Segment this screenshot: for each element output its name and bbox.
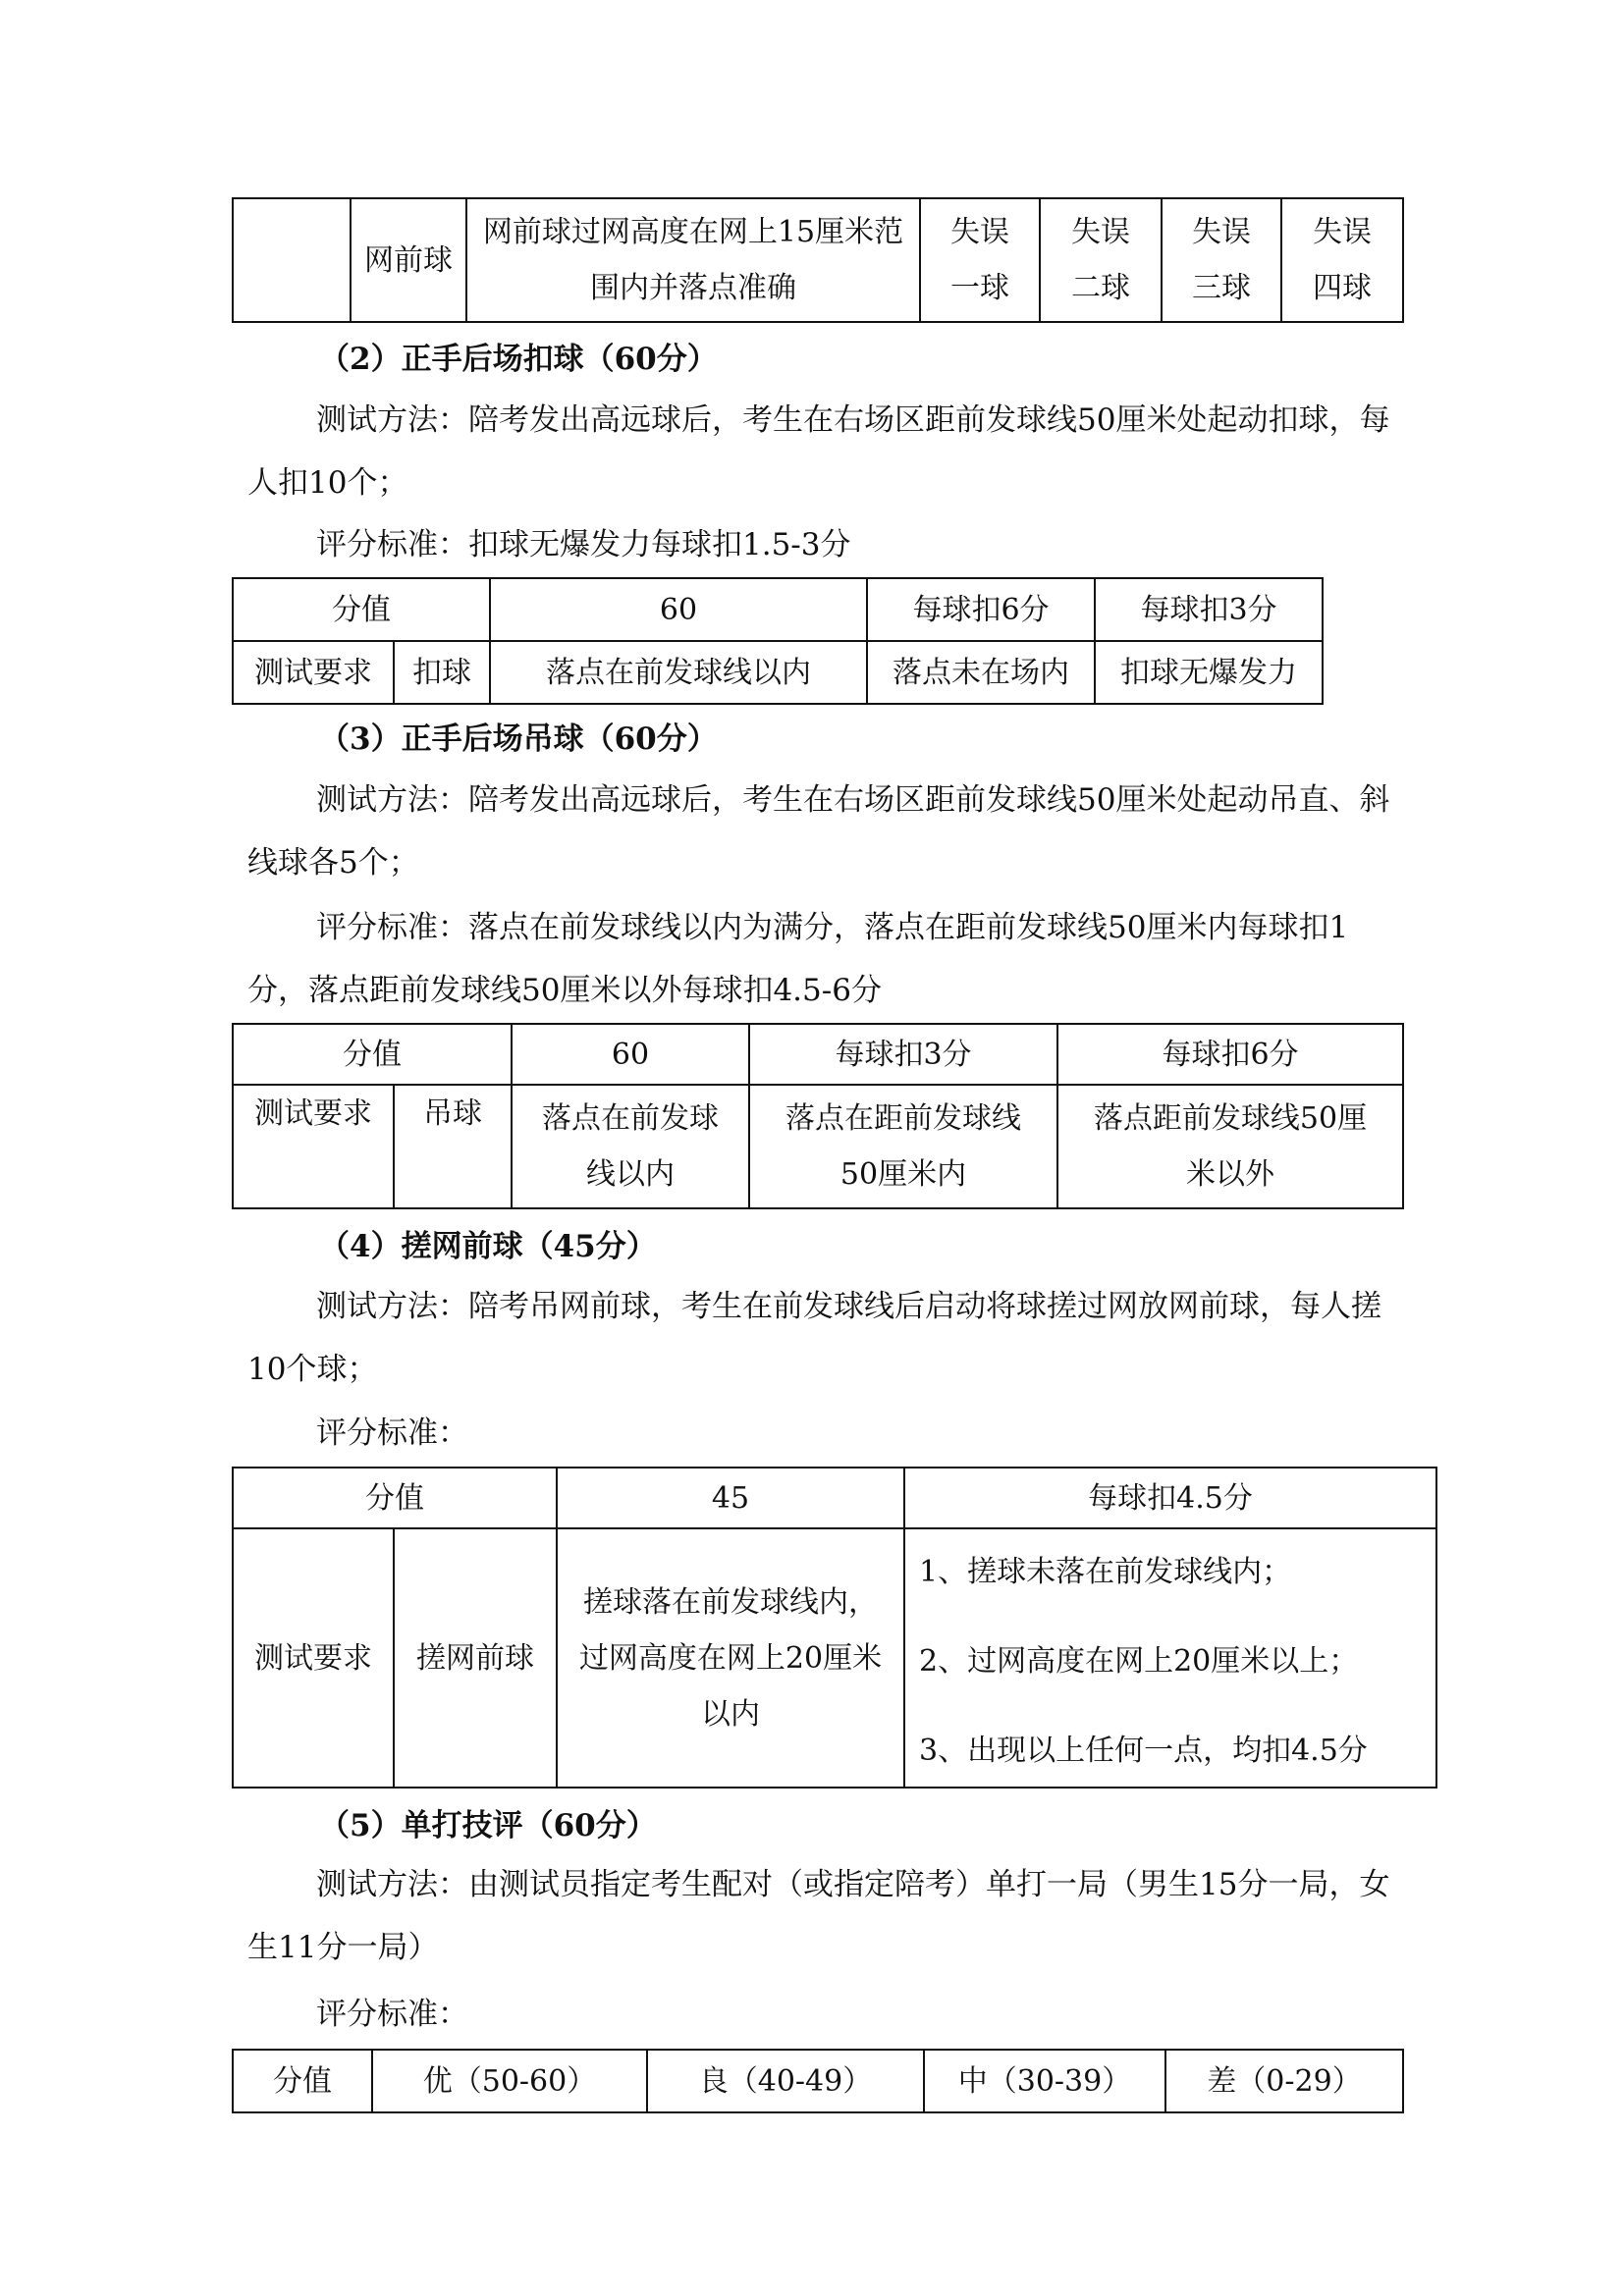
table-cell-full-score: 45 bbox=[557, 1468, 904, 1528]
section-5-title: （5）单打技评（60分） bbox=[319, 1808, 657, 1843]
table-cell-grade-poor: 差（0-29） bbox=[1165, 2050, 1403, 2112]
table-smash bbox=[232, 577, 1324, 705]
table-cell-deduct: 每球扣4.5分 bbox=[904, 1468, 1436, 1528]
table-cell-grade-good: 良（40-49） bbox=[647, 2050, 924, 2112]
section-2-method: 测试方法：陪考发出高远球后，考生在右场区距前发球线50厘米处起动扣球，每人扣10个； bbox=[247, 402, 1390, 501]
table-cell-grade-excellent: 优（50-60） bbox=[372, 2050, 647, 2112]
section-4-method: 测试方法：陪考吊网前球，考生在前发球线后启动将球搓过网放网前球，每人搓10个球； bbox=[247, 1289, 1381, 1387]
table-cell-req-label: 测试要求 bbox=[233, 1085, 394, 1208]
table-cell-full-score: 60 bbox=[490, 578, 867, 641]
table-cell-deduct-list bbox=[904, 1528, 1436, 1788]
table-cell-score-label: 分值 bbox=[233, 578, 490, 641]
section-5-standard: 评分标准： bbox=[316, 1997, 468, 2032]
section-4-standard: 评分标准： bbox=[316, 1415, 468, 1451]
table-net-shot-continuation bbox=[232, 197, 1404, 323]
table-cell-miss-2: 失误二球 bbox=[1040, 198, 1162, 322]
table-cell-miss-3: 失误三球 bbox=[1162, 198, 1281, 322]
table-cell-requirement: 网前球过网高度在网上15厘米范围内并落点准确 bbox=[466, 198, 920, 322]
table-cell-deduct-6: 每球扣6分 bbox=[867, 578, 1095, 641]
section-4-title: （4）搓网前球（45分） bbox=[319, 1229, 657, 1264]
table-cell-r3: 落点距前发球线50厘米以外 bbox=[1057, 1085, 1403, 1208]
table-cell-score-label: 分值 bbox=[233, 1024, 512, 1085]
table-net-push bbox=[232, 1467, 1437, 1789]
table-cell-req-label: 测试要求 bbox=[233, 641, 394, 704]
deduct-item-3: 3、出现以上任何一点，均扣4.5分 bbox=[919, 1733, 1368, 1768]
table-cell-full-score: 60 bbox=[512, 1024, 749, 1085]
table-cell-item: 扣球 bbox=[394, 641, 490, 704]
section-3-standard: 评分标准：落点在前发球线以内为满分，落点在距前发球线50厘米内每球扣1分，落点距前发球线50厘米以外每球扣4.5-6分 bbox=[247, 910, 1349, 1008]
table-cell-miss-1: 失误一球 bbox=[920, 198, 1040, 322]
table-cell-score-label: 分值 bbox=[233, 1468, 557, 1528]
section-2-standard: 评分标准：扣球无爆发力每球扣1.5-3分 bbox=[316, 527, 851, 562]
table-drop-shot bbox=[232, 1023, 1404, 1209]
table-cell-deduct-3: 每球扣3分 bbox=[1095, 578, 1323, 641]
table-cell-item: 吊球 bbox=[394, 1085, 512, 1208]
deduct-item-2: 2、过网高度在网上20厘米以上； bbox=[919, 1643, 1359, 1679]
table-cell-score-label: 分值 bbox=[233, 2050, 372, 2112]
section-3-method: 测试方法：陪考发出高远球后，考生在右场区距前发球线50厘米处起动吊直、斜线球各5个； bbox=[247, 782, 1390, 881]
table-cell-grade-average: 中（30-39） bbox=[924, 2050, 1165, 2112]
table-cell-item: 搓网前球 bbox=[394, 1528, 557, 1788]
table-cell-r2: 落点在距前发球线50厘米内 bbox=[749, 1085, 1057, 1208]
section-2-title: （2）正手后场扣球（60分） bbox=[319, 342, 718, 377]
deduct-item-1: 1、搓球未落在前发球线内； bbox=[919, 1554, 1292, 1589]
table-cell-req-label: 测试要求 bbox=[233, 1528, 394, 1788]
table-cell-deduct-6: 每球扣6分 bbox=[1057, 1024, 1403, 1085]
table-cell-item: 网前球 bbox=[351, 198, 466, 322]
table-cell-r1: 落点在前发球线以内 bbox=[512, 1085, 749, 1208]
table-cell-deduct-3: 每球扣3分 bbox=[749, 1024, 1057, 1085]
table-cell-r3: 扣球无爆发力 bbox=[1095, 641, 1323, 704]
table-cell-r1: 搓球落在前发球线内，过网高度在网上20厘米以内 bbox=[557, 1528, 904, 1788]
table-singles-evaluation bbox=[232, 2049, 1404, 2113]
section-3-title: （3）正手后场吊球（60分） bbox=[319, 721, 718, 757]
table-cell-r1: 落点在前发球线以内 bbox=[490, 641, 867, 704]
table-cell-miss-4: 失误四球 bbox=[1281, 198, 1403, 322]
table-cell-r2: 落点未在场内 bbox=[867, 641, 1095, 704]
section-5-method: 测试方法：由测试员指定考生配对（或指定陪考）单打一局（男生15分一局，女生11分一局） bbox=[247, 1867, 1390, 1965]
table-cell-empty bbox=[233, 198, 351, 322]
